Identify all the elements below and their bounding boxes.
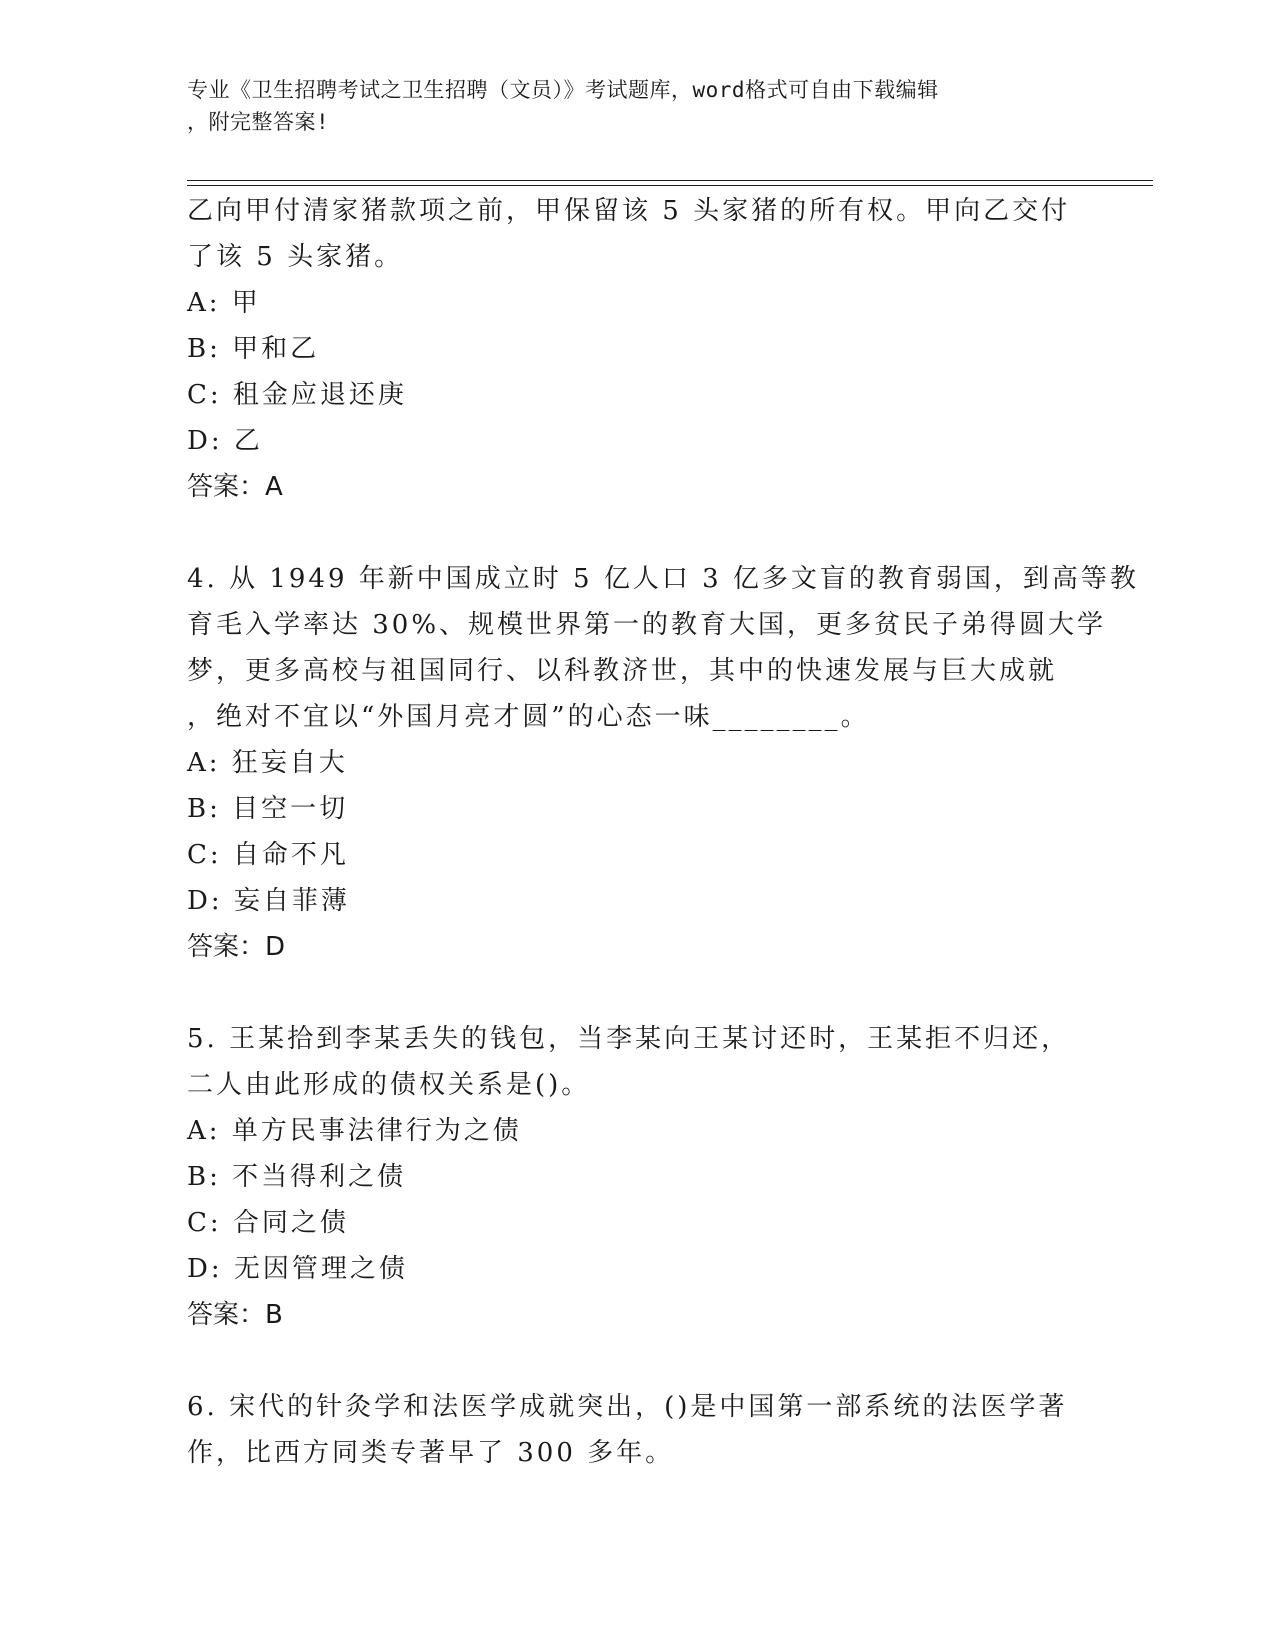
answer-label: 答案：A xyxy=(187,472,283,502)
option-d: D: 无因管理之债 xyxy=(187,1254,408,1284)
option-c: C: 租金应退还庚 xyxy=(187,380,407,410)
answer-label: 答案：B xyxy=(187,1300,283,1330)
question-stem-line: 6. 宋代的针灸学和法医学成就突出，()是中国第一部系统的法医学著 xyxy=(187,1392,1068,1422)
option-b: B: 甲和乙 xyxy=(187,334,320,364)
option-b: B: 目空一切 xyxy=(187,794,349,824)
question-stem-line: 梦，更多高校与祖国同行、以科教济世，其中的快速发展与巨大成就 xyxy=(187,656,1058,686)
question-stem-line: 4. 从 1949 年新中国成立时 5 亿人口 3 亿多文盲的教育弱国，到高等教 xyxy=(187,564,1139,594)
document-body xyxy=(187,188,1139,1476)
question-stem-line: 5. 王某拾到李某丢失的钱包，当李某向王某讨还时，王某拒不归还， xyxy=(187,1024,1071,1054)
question-stem-line: 育毛入学率达 30%、规模世界第一的教育大国，更多贫民子弟得圆大学 xyxy=(187,610,1107,640)
question-4 xyxy=(187,556,1139,970)
spacer xyxy=(187,970,1087,1016)
question-3 xyxy=(187,188,1087,510)
question-stem-line: 乙向甲付清家猪款项之前，甲保留该 5 头家猪的所有权。甲向乙交付 xyxy=(187,196,1071,226)
option-c: C: 合同之债 xyxy=(187,1208,349,1238)
question-stem-line: 了该 5 头家猪。 xyxy=(187,242,404,272)
option-d: D: 乙 xyxy=(187,426,263,456)
question-5 xyxy=(187,1016,1087,1338)
question-stem-line: 作，比西方同类专著早了 300 多年。 xyxy=(187,1438,675,1468)
header-divider-top xyxy=(187,180,1153,181)
question-stem-line: ，绝对不宜以“外国月亮才圆”的心态一味________。 xyxy=(187,702,870,732)
header-line-1: 专业《卫生招聘考试之卫生招聘（文员）》考试题库，word格式可自由下载编辑 xyxy=(187,78,939,102)
header-divider-bottom xyxy=(187,185,1153,186)
option-b: B: 不当得利之债 xyxy=(187,1162,407,1192)
option-a: A: 单方民事法律行为之债 xyxy=(187,1116,522,1146)
spacer xyxy=(187,510,1087,556)
question-6 xyxy=(187,1384,1087,1476)
option-a: A: 甲 xyxy=(187,288,261,318)
option-c: C: 自命不凡 xyxy=(187,840,349,870)
option-d: D: 妄自菲薄 xyxy=(187,886,350,916)
spacer xyxy=(187,1338,1087,1384)
header-line-2: ，附完整答案! xyxy=(187,110,330,134)
document-header xyxy=(187,74,1087,138)
answer-label: 答案：D xyxy=(187,932,286,962)
question-stem-line: 二人由此形成的债权关系是()。 xyxy=(187,1070,591,1100)
option-a: A: 狂妄自大 xyxy=(187,748,348,778)
